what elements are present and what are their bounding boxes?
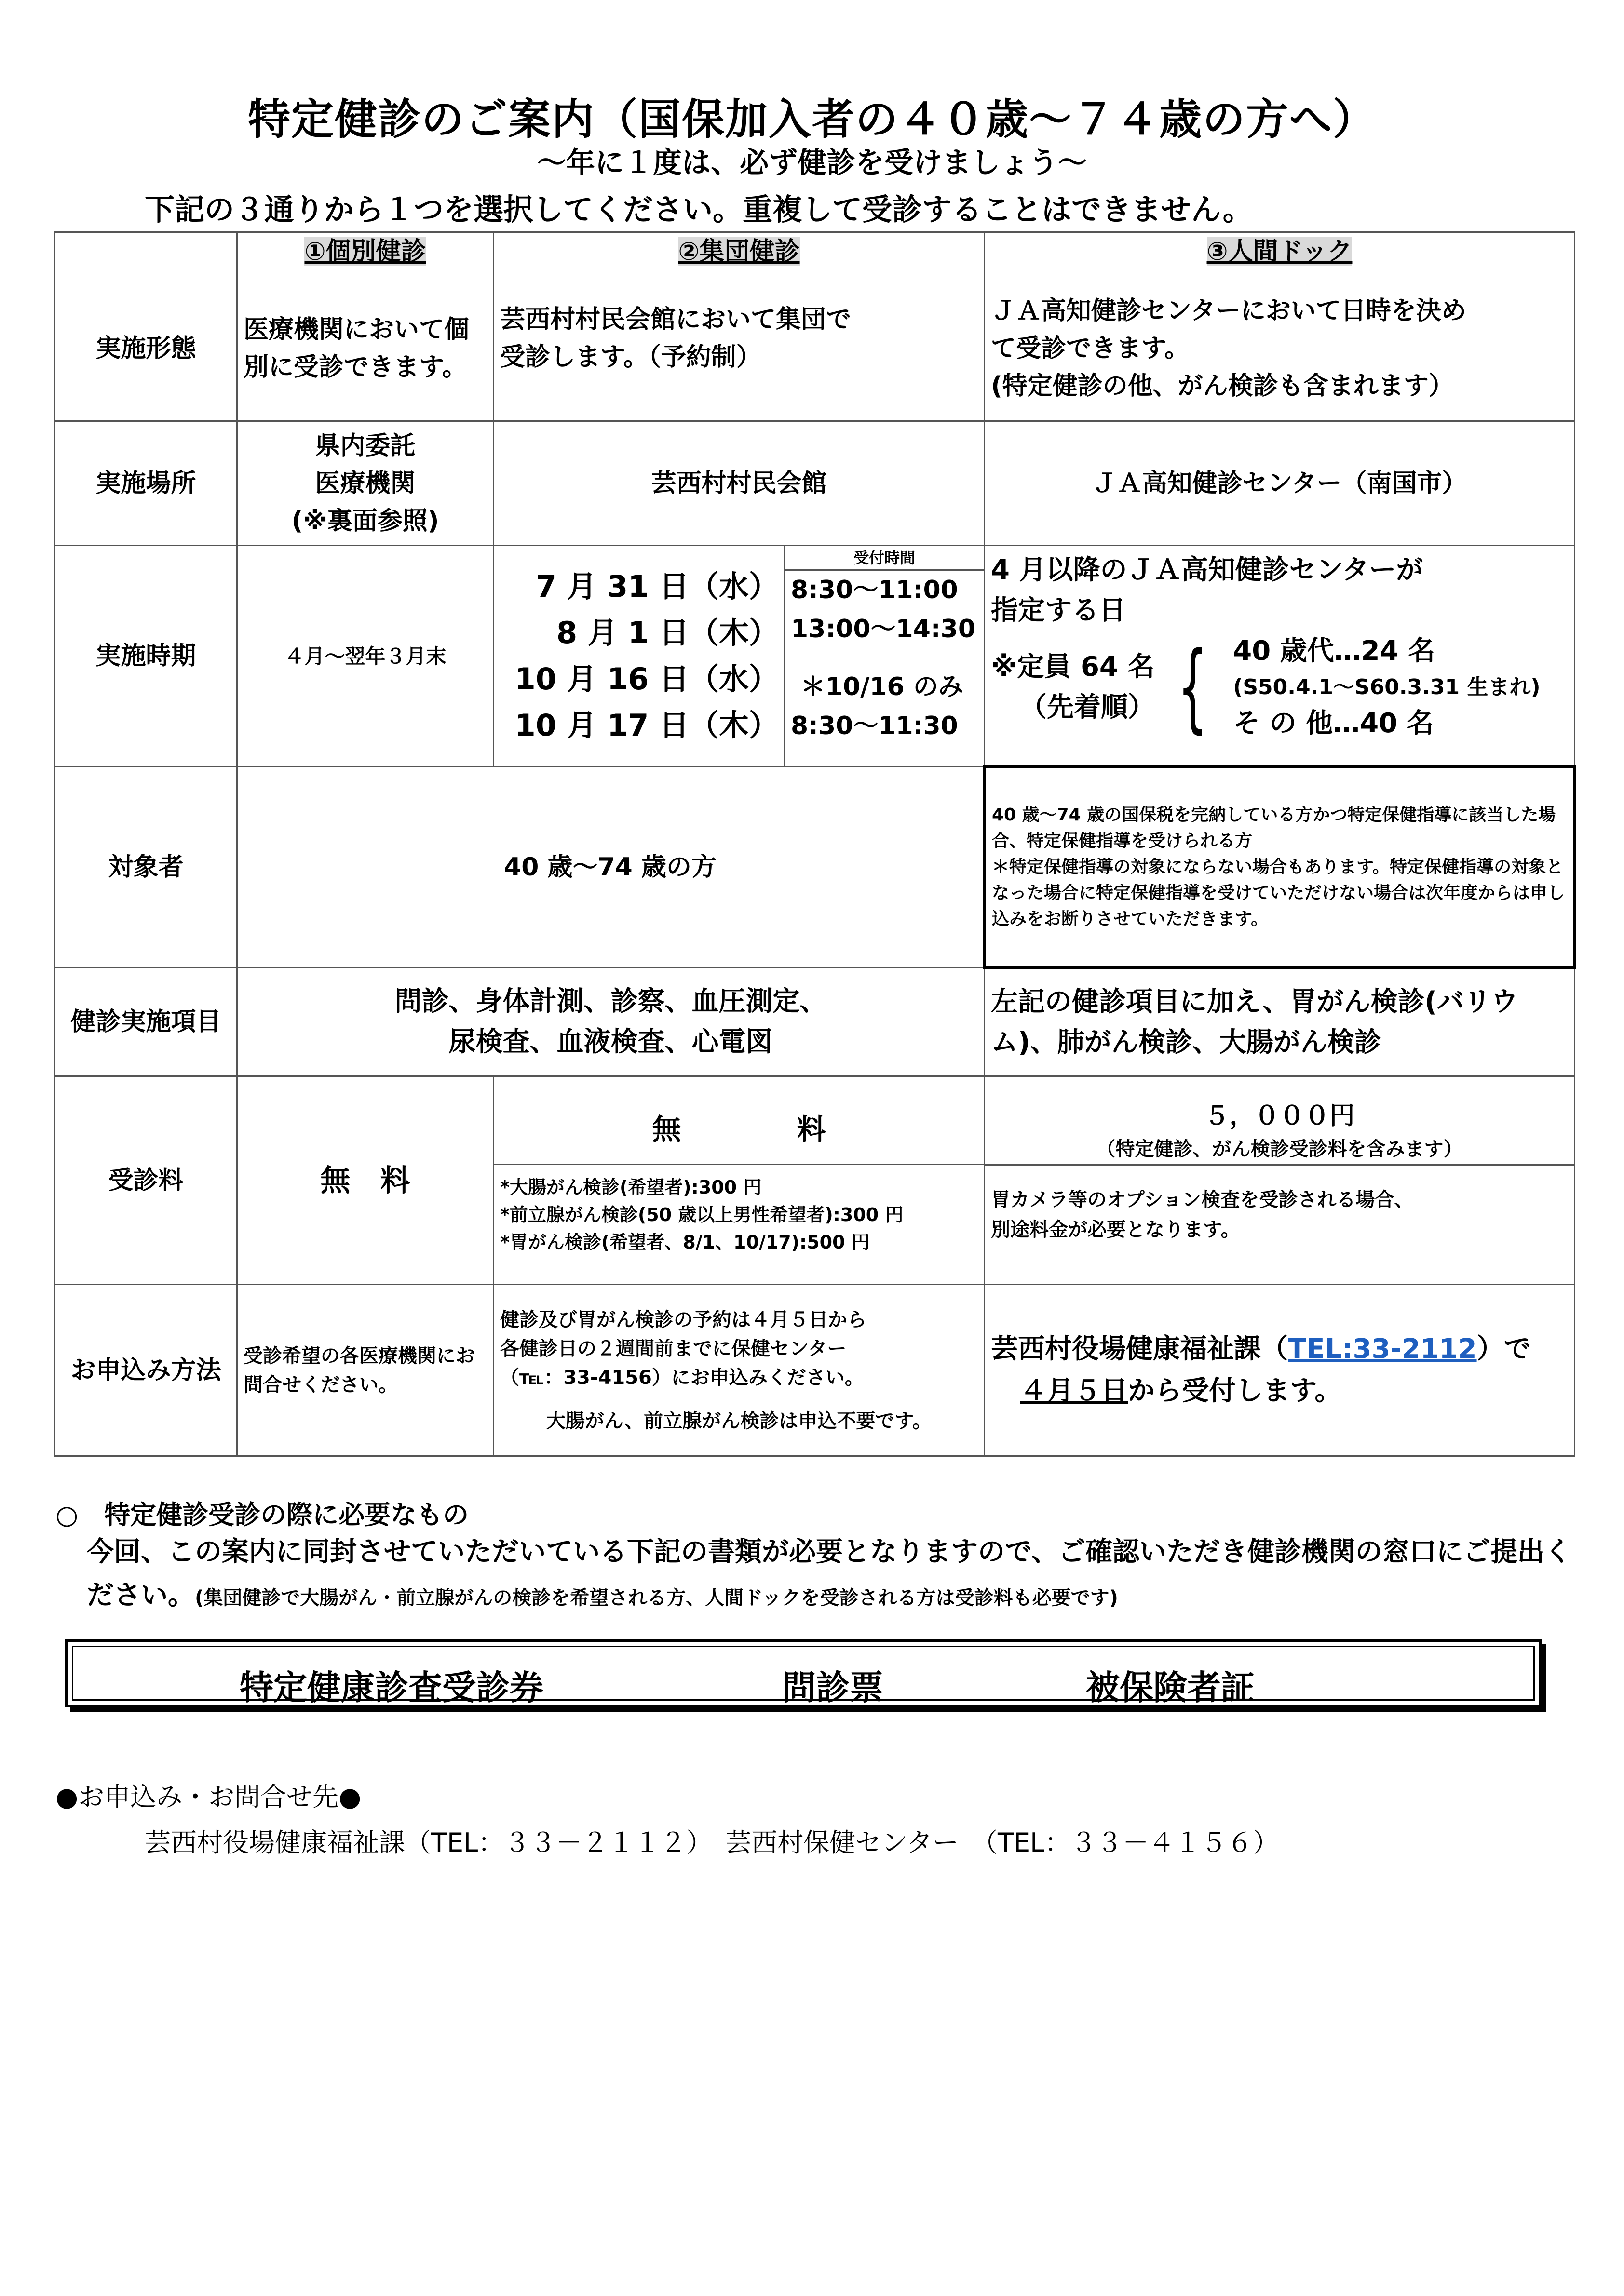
contact-heading: ●お申込み・お問合せ先● <box>55 1782 362 1812</box>
items-individual-group: 問診、身体計測、診察、血圧測定、 尿検査、血液検査、心電図 <box>237 967 985 1076</box>
page-subtitle: ～年に１度は、必ず健診を受けましょう～ <box>537 146 1087 180</box>
col-header-dock: ③人間ドック <box>1206 237 1353 266</box>
period-group <box>494 546 985 767</box>
notes-heading: ○ 特定健診受診の際に必要なもの <box>55 1500 469 1530</box>
page-title: 特定健診のご案内（国保加入者の４０歳～７４歳の方へ） <box>247 94 1376 144</box>
row-apply <box>55 1285 1575 1456</box>
doc-questionnaire: 問診票 <box>782 1668 883 1707</box>
header-row <box>55 232 1575 277</box>
target-individual-group: 40 歳～74 歳の方 <box>237 767 985 967</box>
header-blank <box>55 232 237 277</box>
notes-body: 今回、この案内に同封させていただいている下記の書類が必要となりますので、ご確認いただき健診機関の窓口にご提出ください。(集団健診で大腸がん・前立腺がんの検診を希望される方、人間ドックを受診される方は受診料も必要です) <box>87 1536 1571 1611</box>
form-individual: 医療機関において個別に受診できます。 <box>237 277 494 421</box>
period-dock: 4 月以降のＪＡ高知健診センターが 指定する日 ※定員 64 名 （先着順） { 40 歳代…24 名 (S50.4.1～S60.3.31 生まれ) そ の 他…40 名 <box>985 546 1575 767</box>
place-dock: ＪＡ高知健診センター（南国市） <box>985 421 1575 546</box>
row-form <box>55 277 1575 421</box>
row-label-place: 実施場所 <box>55 421 237 546</box>
items-dock: 左記の健診項目に加え、胃がん検診(バリウム)、肺がん検診、大腸がん検診 <box>985 967 1575 1076</box>
contact-line: 芸西村役場健康福祉課（TEL：３３－２１１２） 芸西村保健センター （TEL：３３－４１５６） <box>145 1827 1279 1858</box>
group-dates <box>494 546 784 766</box>
row-fee <box>55 1076 1575 1285</box>
date-item: 8 月 1 日（木） <box>556 615 779 650</box>
reception-label: 受付時間 <box>785 546 984 571</box>
form-dock: ＪＡ高知健診センターにおいて日時を決め て受診できます。 (特定健診の他、がん検診も含まれます） <box>985 277 1575 421</box>
row-label-target: 対象者 <box>55 767 237 967</box>
apply-dock: 芸西村役場健康福祉課（TEL:33-2112）で ４月５日から受付します。 <box>985 1285 1575 1456</box>
apply-group: 健診及び胃がん検診の予約は４月５日から 各健診日の２週間前までに保健センター （℡：33-4156）にお申込みください。 大腸がん、前立腺がん検診は申込不要です。 <box>494 1285 985 1456</box>
doc-insurance-card: 被保険者証 <box>1086 1668 1255 1707</box>
date-item: 10 月 17 日（木） <box>514 708 779 743</box>
date-item: 7 月 31 日（水） <box>535 568 779 604</box>
date-item: 10 月 16 日（水） <box>514 661 779 697</box>
brace-icon: { <box>1177 631 1208 743</box>
apply-individual: 受診希望の各医療機関にお問合せください。 <box>237 1285 494 1456</box>
period-individual: ４月～翌年３月末 <box>237 546 494 767</box>
row-label-form: 実施形態 <box>55 277 237 421</box>
fee-group-free: 無 料 <box>494 1096 984 1165</box>
required-documents-box <box>65 1639 1542 1707</box>
fee-individual: 無 料 <box>237 1076 494 1285</box>
tel-link[interactable]: TEL:33-2112 <box>1288 1333 1477 1365</box>
instruction-text: 下記の３通りから１つを選択してください。重複して受診することはできません。 <box>145 192 1253 227</box>
fee-group: 無 料 *大腸がん検診(希望者):300 円 *前立腺がん検診(50 歳以上男性希望者):300 円 *胃がん検診(希望者、8/1、10/17):500 円 <box>494 1076 985 1285</box>
doc-exam-ticket: 特定健康診査受診券 <box>240 1668 543 1707</box>
row-label-period: 実施時期 <box>55 546 237 767</box>
row-label-apply: お申込み方法 <box>55 1285 237 1456</box>
fee-dock: ５，０００円 （特定健診、がん検診受診料を含みます） 胃カメラ等のオプション検査を受診される場合、 別途料金が必要となります。 <box>985 1076 1575 1285</box>
row-target <box>55 767 1575 967</box>
row-label-items: 健診実施項目 <box>55 967 237 1076</box>
row-items <box>55 967 1575 1076</box>
row-place <box>55 421 1575 546</box>
target-dock: 40 歳～74 歳の国保税を完納している方かつ特定保健指導に該当した場合、特定保健指導を受けられる方 ＊特定保健指導の対象にならない場合もあります。特定保健指導の対象となった場合に特定保健指導を受けていただけない場合は次年度からは申し込みをお断りさせていただきます。 <box>985 767 1575 967</box>
options-table <box>54 231 1576 1457</box>
row-label-fee: 受診料 <box>55 1076 237 1285</box>
col-header-individual: ①個別健診 <box>304 237 426 266</box>
col-header-group: ②集団健診 <box>678 237 800 266</box>
row-period <box>55 546 1575 767</box>
reception-times: 受付時間 8:30～11:00 13:00～14:30 ＊10/16 のみ 8:30～11:30 <box>784 546 984 766</box>
fee-dock-amount: ５，０００円 <box>1204 1101 1355 1130</box>
form-group: 芸西村村民会館において集団で 受診します。（予約制） <box>494 277 985 421</box>
place-individual: 県内委託 医療機関 (※裏面参照) <box>237 421 494 546</box>
place-group: 芸西村村民会館 <box>494 421 985 546</box>
